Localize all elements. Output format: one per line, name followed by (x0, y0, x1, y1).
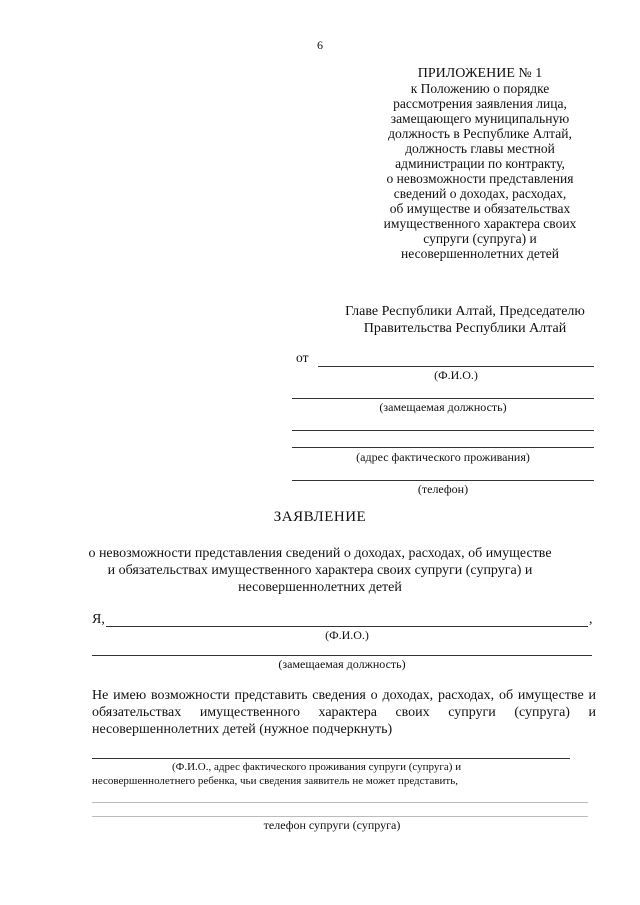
applicant-label: Я, (92, 612, 105, 627)
subtitle-line: о невозможности представления сведений о доходах, расходах, об имуществе (88, 546, 552, 561)
appendix-line: сведений о доходах, расходах, (393, 186, 567, 201)
applicant-fio-caption: (Ф.И.О.) (325, 628, 369, 642)
page-number: 6 (317, 38, 323, 52)
sender-address-caption: (адрес фактического проживания) (356, 450, 530, 464)
statement-text: Не имею возможности представить сведения о доходах, расходах, об имуществе и обязательствах имущественного характера своих супруги (супруга) и несовершеннолетних детей (нужное подчеркнуть) (92, 688, 596, 737)
applicant-fio-line[interactable] (106, 626, 588, 627)
addressee-block (300, 303, 630, 337)
appendix-title: ПРИЛОЖЕНИЕ № 1 (417, 66, 543, 81)
spouse-info-line[interactable] (92, 758, 570, 759)
appendix-line: супруги (супруга) и (423, 231, 537, 246)
spouse-phone-caption: телефон супруги (супруга) (263, 818, 401, 832)
sender-fio-line[interactable] (318, 366, 594, 367)
sender-address-line-2[interactable] (292, 447, 594, 448)
sender-phone-line[interactable] (292, 480, 594, 481)
appendix-line: о невозможности представления (386, 171, 574, 186)
appendix-line: должность в Республике Алтай, (388, 126, 572, 141)
sender-address-line-1[interactable] (292, 430, 594, 431)
appendix-line: администрации по контракту, (395, 156, 565, 171)
sender-phone-caption: (телефон) (417, 482, 469, 496)
applicant-position-line[interactable] (92, 655, 592, 656)
appendix-line: об имуществе и обязательствах (389, 201, 571, 216)
appendix-line: должность главы местной (405, 141, 555, 156)
sender-position-line[interactable] (292, 398, 594, 399)
document-title: ЗАЯВЛЕНИЕ (273, 509, 367, 525)
sender-fio-caption: (Ф.И.О.) (434, 368, 478, 382)
spouse-caption-line: (Ф.И.О., адрес фактического проживания супруги (супруга) и (172, 761, 462, 773)
addressee-line: Правительства Республики Алтай (363, 321, 567, 336)
document-subtitle (80, 545, 560, 596)
appendix-line: к Положению о порядке (410, 81, 550, 96)
addressee-line: Главе Республики Алтай, Председателю (345, 304, 585, 319)
appendix-line: имущественного характера своих (383, 216, 577, 231)
spouse-caption-line: несовершеннолетнего ребенка, чьи сведения заявитель не может представить, (92, 774, 459, 787)
applicant-comma: , (589, 612, 593, 627)
spouse-caption (92, 761, 596, 788)
from-label: от (296, 350, 309, 365)
appendix-line: несовершеннолетних детей (401, 246, 559, 261)
appendix-line: замещающего муниципальную (390, 111, 570, 126)
applicant-position-caption: (замещаемая должность) (278, 657, 406, 671)
sender-position-caption: (замещаемая должность) (379, 400, 507, 414)
spouse-extra-line-2[interactable] (92, 816, 588, 817)
appendix-line: рассмотрения заявления лица, (393, 96, 567, 111)
appendix-heading (355, 66, 605, 261)
spouse-extra-line-1[interactable] (92, 802, 588, 803)
subtitle-line: и обязательствах имущественного характера своих супруги (супруга) и (107, 563, 533, 578)
subtitle-line: несовершеннолетних детей (238, 580, 402, 595)
